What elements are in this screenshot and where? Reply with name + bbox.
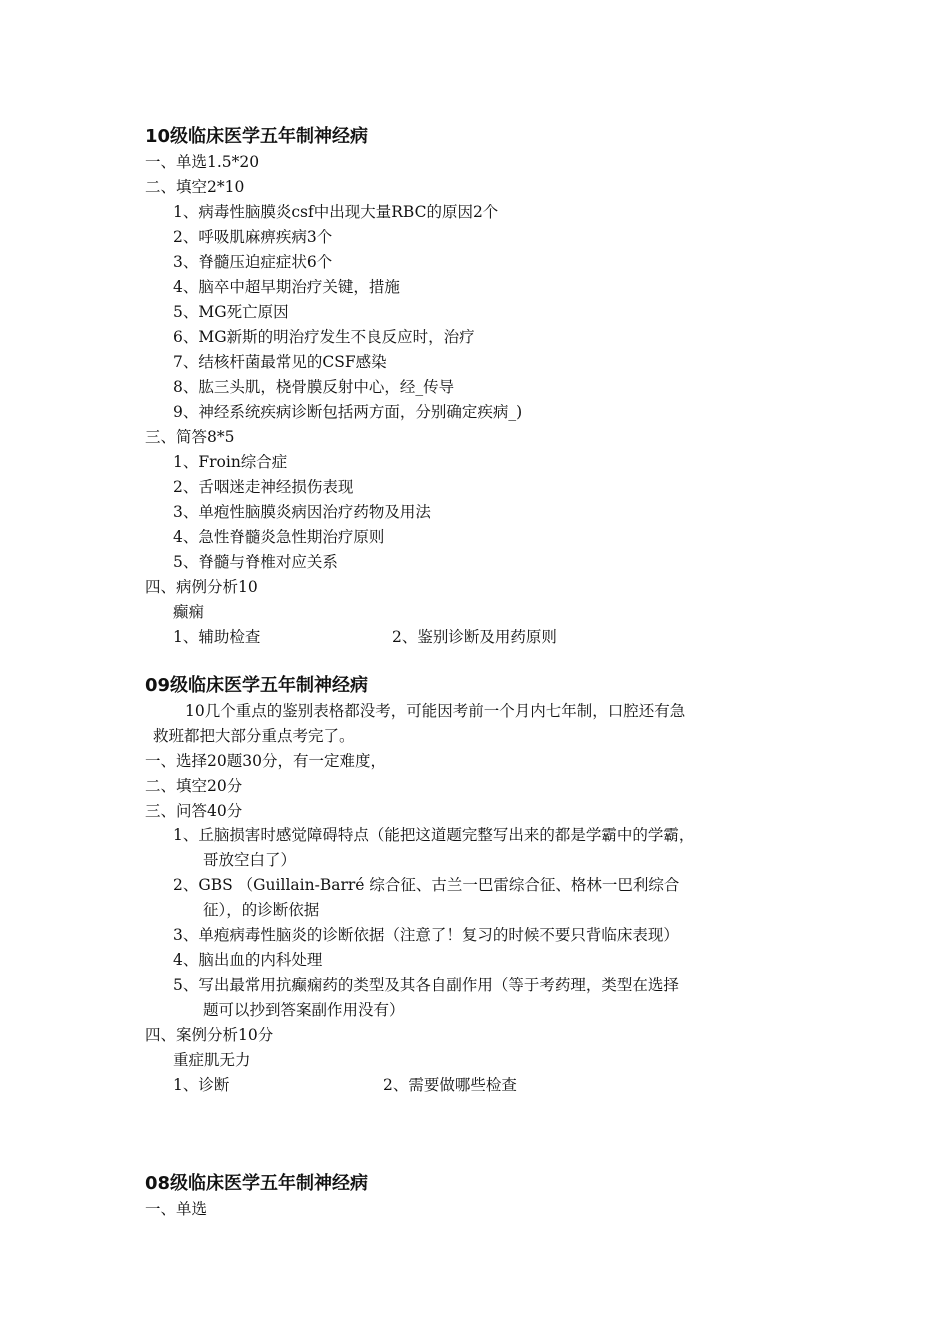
part-questions: 三、问答40分 xyxy=(145,802,243,820)
case-question: 2、需要做哪些检查 xyxy=(383,1076,517,1094)
fill-item: 2、呼吸肌麻痹疾病3个 xyxy=(173,228,333,246)
short-answer-item: 1、Froin综合症 xyxy=(173,453,288,471)
part-fill-blank: 二、填空20分 xyxy=(145,777,243,795)
question-item: 4、脑出血的内科处理 xyxy=(173,951,323,969)
part-fill-blank: 二、填空2*10 xyxy=(145,178,245,196)
question-item-cont: 征），的诊断依据 xyxy=(203,901,320,919)
question-item: 1、丘脑损害时感觉障碍特点（能把这道题完整写出来的都是学霸中的学霸， xyxy=(173,826,695,844)
question-item: 5、写出最常用抗癫痫药的类型及其各自副作用（等于考药理，类型在选择 xyxy=(173,976,679,994)
fill-item: 9、神经系统疾病诊断包括两方面，分别确定疾病_) xyxy=(173,403,523,421)
fill-item: 7、结核杆菌最常见的CSF感染 xyxy=(173,353,387,371)
section-title-08: 08级临床医学五年制神经病 xyxy=(145,1173,369,1194)
part-choice: 一、选择20题30分，有一定难度， xyxy=(145,752,386,770)
case-question: 1、诊断 xyxy=(173,1076,230,1094)
question-item-cont: 哥放空白了） xyxy=(203,851,297,869)
question-item: 3、单疱病毒性脑炎的诊断依据（注意了！复习的时候不要只背临床表现） xyxy=(173,926,679,944)
part-case-analysis: 四、病例分析10 xyxy=(145,578,258,596)
short-answer-item: 4、急性脊髓炎急性期治疗原则 xyxy=(173,528,385,546)
case-question: 1、辅助检查 xyxy=(173,628,261,646)
question-item-cont: 题可以抄到答案副作用没有） xyxy=(203,1001,405,1019)
fill-item: 5、MG死亡原因 xyxy=(173,303,289,321)
short-answer-item: 3、单疱性脑膜炎病因治疗药物及用法 xyxy=(173,503,431,521)
short-answer-item: 2、舌咽迷走神经损伤表现 xyxy=(173,478,354,496)
section-title-09: 09级临床医学五年制神经病 xyxy=(145,675,369,696)
part-single-choice: 一、单选 xyxy=(145,1200,208,1218)
case-question: 2、鉴别诊断及用药原则 xyxy=(392,628,557,646)
question-item: 2、GBS （Guillain-Barré 综合征、古兰一巴雷综合征、格林一巴利综合 xyxy=(173,876,680,894)
fill-item: 3、脊髓压迫症症状6个 xyxy=(173,253,333,271)
section-title-10: 10级临床医学五年制神经病 xyxy=(145,126,369,147)
part-short-answer: 三、简答8*5 xyxy=(145,428,235,446)
fill-item: 6、MG新斯的明治疗发生不良反应时，治疗 xyxy=(173,328,475,346)
fill-item: 4、脑卒中超早期治疗关键，措施 xyxy=(173,278,400,296)
short-answer-item: 5、脊髓与脊椎对应关系 xyxy=(173,553,338,571)
case-topic: 重症肌无力 xyxy=(173,1051,251,1069)
part-single-choice: 一、单选1.5*20 xyxy=(145,153,260,171)
case-topic: 癫痫 xyxy=(173,603,205,621)
fill-item: 8、肱三头肌，桡骨膜反射中心，经_传导 xyxy=(173,378,455,396)
fill-item: 1、病毒性脑膜炎csf中出现大量RBC的原因2个 xyxy=(173,203,499,221)
intro-paragraph-cont: 救班都把大部分重点考完了。 xyxy=(153,727,355,745)
intro-paragraph: 10几个重点的鉴别表格都没考，可能因考前一个月内七年制，口腔还有急 xyxy=(185,702,686,720)
part-case-analysis: 四、案例分析10分 xyxy=(145,1026,274,1044)
